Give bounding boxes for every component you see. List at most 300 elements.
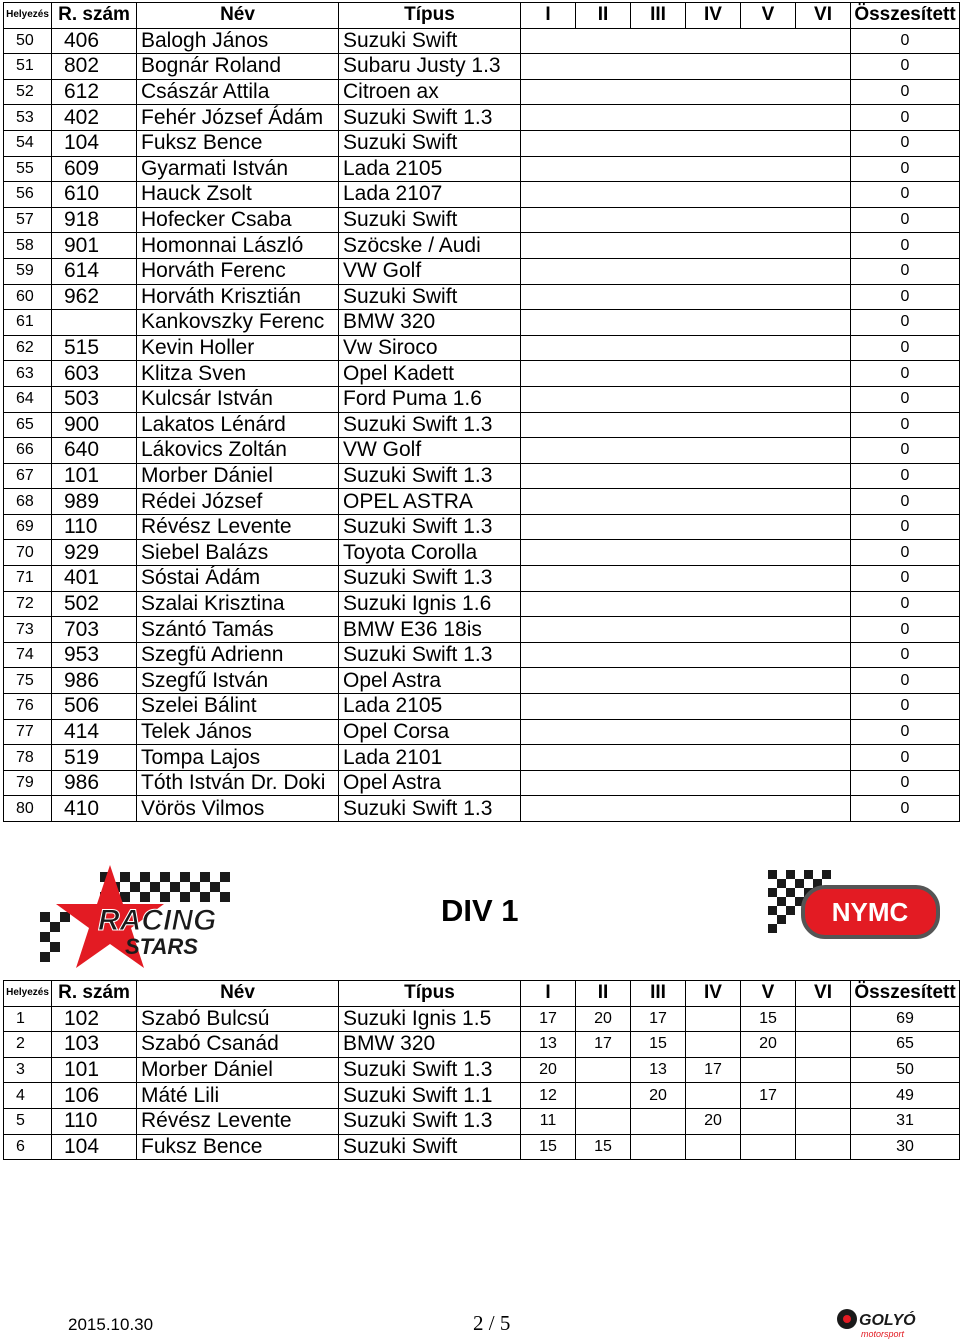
cell-position: 80 bbox=[4, 796, 52, 822]
cell-position: 76 bbox=[4, 694, 52, 720]
cell-car-type: BMW 320 bbox=[339, 1032, 521, 1058]
golyo-motorsport-logo bbox=[835, 1305, 923, 1339]
cell-race-number: 503 bbox=[52, 386, 137, 412]
cell-car-type: Toyota Corolla bbox=[339, 540, 521, 566]
cell-round-6-score bbox=[796, 1134, 851, 1160]
cell-race-number: 414 bbox=[52, 719, 137, 745]
cell-total: 0 bbox=[851, 770, 960, 796]
cell-round-4-score: 17 bbox=[686, 1057, 741, 1083]
cell-race-number: 402 bbox=[52, 105, 137, 131]
cell-position: 75 bbox=[4, 668, 52, 694]
cell-round-4-score bbox=[686, 1083, 741, 1109]
cell-round-1-score: 12 bbox=[521, 1083, 576, 1109]
col-header-round-3: III bbox=[631, 3, 686, 29]
cell-total: 0 bbox=[851, 207, 960, 233]
cell-round-scores bbox=[521, 207, 851, 233]
cell-position: 3 bbox=[4, 1057, 52, 1083]
cell-race-number bbox=[52, 310, 137, 336]
cell-car-type: Suzuki Swift bbox=[339, 207, 521, 233]
cell-car-type: Opel Astra bbox=[339, 770, 521, 796]
table-row bbox=[4, 463, 960, 489]
cell-total: 0 bbox=[851, 182, 960, 208]
cell-position: 73 bbox=[4, 617, 52, 643]
cell-driver-name: Szabó Bulcsú bbox=[137, 1006, 339, 1032]
cell-round-5-score bbox=[741, 1134, 796, 1160]
cell-driver-name: Lákovics Zoltán bbox=[137, 438, 339, 464]
cell-total: 50 bbox=[851, 1057, 960, 1083]
results-table-div1 bbox=[3, 980, 960, 1160]
cell-total: 30 bbox=[851, 1134, 960, 1160]
cell-driver-name: Fuksz Bence bbox=[137, 130, 339, 156]
cell-round-scores bbox=[521, 54, 851, 80]
cell-total: 49 bbox=[851, 1083, 960, 1109]
cell-position: 65 bbox=[4, 412, 52, 438]
cell-total: 0 bbox=[851, 489, 960, 515]
table-row bbox=[4, 130, 960, 156]
cell-round-scores bbox=[521, 694, 851, 720]
cell-race-number: 929 bbox=[52, 540, 137, 566]
table-row bbox=[4, 540, 960, 566]
cell-position: 79 bbox=[4, 770, 52, 796]
cell-position: 55 bbox=[4, 156, 52, 182]
cell-driver-name: Morber Dániel bbox=[137, 463, 339, 489]
table-row bbox=[4, 361, 960, 387]
cell-total: 0 bbox=[851, 54, 960, 80]
division-title: DIV 1 bbox=[441, 893, 519, 928]
logo-text-golyo: GOLYÓ bbox=[859, 1312, 916, 1329]
col-header-osszesitett: Összesített bbox=[851, 3, 960, 29]
cell-car-type: Lada 2101 bbox=[339, 745, 521, 771]
cell-car-type: Suzuki Swift bbox=[339, 28, 521, 54]
table-row bbox=[4, 310, 960, 336]
cell-driver-name: Szegfü Adrienn bbox=[137, 642, 339, 668]
cell-driver-name: Morber Dániel bbox=[137, 1057, 339, 1083]
cell-total: 0 bbox=[851, 540, 960, 566]
cell-round-scores bbox=[521, 770, 851, 796]
cell-round-1-score: 13 bbox=[521, 1032, 576, 1058]
table-row bbox=[4, 514, 960, 540]
cell-race-number: 989 bbox=[52, 489, 137, 515]
cell-round-6-score bbox=[796, 1006, 851, 1032]
cell-race-number: 110 bbox=[52, 1108, 137, 1134]
cell-round-scores bbox=[521, 310, 851, 336]
cell-race-number: 104 bbox=[52, 1134, 137, 1160]
cell-round-2-score: 15 bbox=[576, 1134, 631, 1160]
col-header-rszam: R. szám bbox=[52, 981, 137, 1007]
cell-position: 51 bbox=[4, 54, 52, 80]
cell-round-5-score bbox=[741, 1057, 796, 1083]
cell-total: 0 bbox=[851, 642, 960, 668]
table-row bbox=[4, 335, 960, 361]
cell-race-number: 802 bbox=[52, 54, 137, 80]
cell-total: 0 bbox=[851, 438, 960, 464]
table-row bbox=[4, 28, 960, 54]
table-row bbox=[4, 617, 960, 643]
cell-round-scores bbox=[521, 284, 851, 310]
cell-round-6-score bbox=[796, 1108, 851, 1134]
cell-total: 0 bbox=[851, 130, 960, 156]
cell-position: 61 bbox=[4, 310, 52, 336]
cell-total: 0 bbox=[851, 591, 960, 617]
cell-round-scores bbox=[521, 361, 851, 387]
cell-race-number: 506 bbox=[52, 694, 137, 720]
logo-text-nymc: NYMC bbox=[831, 897, 909, 927]
cell-position: 60 bbox=[4, 284, 52, 310]
cell-race-number: 640 bbox=[52, 438, 137, 464]
cell-driver-name: Szelei Bálint bbox=[137, 694, 339, 720]
cell-car-type: Suzuki Ignis 1.5 bbox=[339, 1006, 521, 1032]
cell-race-number: 102 bbox=[52, 1006, 137, 1032]
cell-position: 74 bbox=[4, 642, 52, 668]
cell-round-5-score: 15 bbox=[741, 1006, 796, 1032]
cell-position: 63 bbox=[4, 361, 52, 387]
nymc-logo bbox=[763, 865, 945, 955]
cell-total: 0 bbox=[851, 361, 960, 387]
cell-round-4-score bbox=[686, 1134, 741, 1160]
cell-total: 65 bbox=[851, 1032, 960, 1058]
cell-position: 54 bbox=[4, 130, 52, 156]
cell-car-type: Opel Kadett bbox=[339, 361, 521, 387]
col-header-round-4: IV bbox=[686, 981, 741, 1007]
cell-driver-name: Hofecker Csaba bbox=[137, 207, 339, 233]
table-row bbox=[4, 1108, 960, 1134]
cell-car-type: BMW E36 18is bbox=[339, 617, 521, 643]
cell-total: 0 bbox=[851, 28, 960, 54]
cell-race-number: 953 bbox=[52, 642, 137, 668]
cell-car-type: BMW 320 bbox=[339, 310, 521, 336]
table-row bbox=[4, 1057, 960, 1083]
cell-position: 58 bbox=[4, 233, 52, 259]
table-row bbox=[4, 1006, 960, 1032]
cell-position: 57 bbox=[4, 207, 52, 233]
col-header-round-6: VI bbox=[796, 3, 851, 29]
cell-total: 31 bbox=[851, 1108, 960, 1134]
cell-driver-name: Horváth Ferenc bbox=[137, 258, 339, 284]
cell-race-number: 410 bbox=[52, 796, 137, 822]
cell-driver-name: Vörös Vilmos bbox=[137, 796, 339, 822]
col-header-round-1: I bbox=[521, 3, 576, 29]
cell-total: 0 bbox=[851, 156, 960, 182]
cell-driver-name: Kankovszky Ferenc bbox=[137, 310, 339, 336]
cell-round-scores bbox=[521, 156, 851, 182]
cell-car-type: Suzuki Swift 1.3 bbox=[339, 796, 521, 822]
cell-round-scores bbox=[521, 540, 851, 566]
cell-round-3-score bbox=[631, 1134, 686, 1160]
cell-car-type: Lada 2105 bbox=[339, 156, 521, 182]
cell-position: 62 bbox=[4, 335, 52, 361]
table-row bbox=[4, 642, 960, 668]
cell-car-type: Suzuki Swift 1.3 bbox=[339, 514, 521, 540]
cell-race-number: 901 bbox=[52, 233, 137, 259]
cell-driver-name: Klitza Sven bbox=[137, 361, 339, 387]
cell-round-6-score bbox=[796, 1057, 851, 1083]
cell-round-3-score bbox=[631, 1108, 686, 1134]
cell-driver-name: Szántó Tamás bbox=[137, 617, 339, 643]
cell-race-number: 101 bbox=[52, 1057, 137, 1083]
cell-driver-name: Máté Lili bbox=[137, 1083, 339, 1109]
cell-car-type: Suzuki Swift 1.3 bbox=[339, 642, 521, 668]
cell-total: 0 bbox=[851, 310, 960, 336]
cell-driver-name: Fuksz Bence bbox=[137, 1134, 339, 1160]
table-row bbox=[4, 284, 960, 310]
cell-total: 0 bbox=[851, 514, 960, 540]
cell-position: 68 bbox=[4, 489, 52, 515]
cell-driver-name: Sóstai Ádám bbox=[137, 566, 339, 592]
col-header-helyezes: Helyezés bbox=[4, 981, 52, 1007]
cell-race-number: 401 bbox=[52, 566, 137, 592]
cell-round-scores bbox=[521, 591, 851, 617]
cell-position: 5 bbox=[4, 1108, 52, 1134]
cell-car-type: Suzuki Swift bbox=[339, 130, 521, 156]
cell-total: 0 bbox=[851, 694, 960, 720]
cell-race-number: 101 bbox=[52, 463, 137, 489]
cell-position: 67 bbox=[4, 463, 52, 489]
cell-race-number: 986 bbox=[52, 668, 137, 694]
cell-race-number: 519 bbox=[52, 745, 137, 771]
cell-position: 4 bbox=[4, 1083, 52, 1109]
page-number: 2 / 5 bbox=[473, 1311, 511, 1335]
cell-round-scores bbox=[521, 438, 851, 464]
table-row bbox=[4, 566, 960, 592]
cell-car-type: Suzuki Swift 1.1 bbox=[339, 1083, 521, 1109]
cell-car-type: Opel Corsa bbox=[339, 719, 521, 745]
cell-race-number: 502 bbox=[52, 591, 137, 617]
cell-round-scores bbox=[521, 463, 851, 489]
cell-car-type: Vw Siroco bbox=[339, 335, 521, 361]
cell-round-3-score: 20 bbox=[631, 1083, 686, 1109]
cell-total: 0 bbox=[851, 233, 960, 259]
table-row bbox=[4, 745, 960, 771]
cell-driver-name: Fehér József Ádám bbox=[137, 105, 339, 131]
cell-round-6-score bbox=[796, 1032, 851, 1058]
cell-round-scores bbox=[521, 796, 851, 822]
col-header-helyezes: Helyezés bbox=[4, 3, 52, 29]
cell-round-scores bbox=[521, 28, 851, 54]
col-header-round-4: IV bbox=[686, 3, 741, 29]
col-header-round-5: V bbox=[741, 3, 796, 29]
cell-race-number: 515 bbox=[52, 335, 137, 361]
cell-driver-name: Szegfű István bbox=[137, 668, 339, 694]
cell-round-scores bbox=[521, 745, 851, 771]
cell-position: 1 bbox=[4, 1006, 52, 1032]
cell-round-scores bbox=[521, 668, 851, 694]
cell-car-type: Subaru Justy 1.3 bbox=[339, 54, 521, 80]
table-row bbox=[4, 233, 960, 259]
table-row bbox=[4, 770, 960, 796]
cell-total: 0 bbox=[851, 105, 960, 131]
table-row bbox=[4, 105, 960, 131]
table-row bbox=[4, 668, 960, 694]
cell-car-type: Szöcske / Audi bbox=[339, 233, 521, 259]
footer-date: 2015.10.30 bbox=[68, 1315, 154, 1334]
table-row bbox=[4, 79, 960, 105]
cell-round-1-score: 17 bbox=[521, 1006, 576, 1032]
cell-round-5-score: 20 bbox=[741, 1032, 796, 1058]
cell-driver-name: Telek János bbox=[137, 719, 339, 745]
table-row bbox=[4, 1134, 960, 1160]
table-row bbox=[4, 156, 960, 182]
cell-car-type: Suzuki Swift 1.3 bbox=[339, 105, 521, 131]
cell-round-2-score bbox=[576, 1057, 631, 1083]
cell-total: 0 bbox=[851, 412, 960, 438]
col-header-nev: Név bbox=[137, 981, 339, 1007]
cell-round-scores bbox=[521, 412, 851, 438]
cell-position: 72 bbox=[4, 591, 52, 617]
table-header-row bbox=[4, 3, 960, 29]
table-row bbox=[4, 258, 960, 284]
cell-position: 6 bbox=[4, 1134, 52, 1160]
cell-total: 0 bbox=[851, 258, 960, 284]
table-row bbox=[4, 54, 960, 80]
cell-position: 77 bbox=[4, 719, 52, 745]
cell-position: 71 bbox=[4, 566, 52, 592]
cell-driver-name: Tóth István Dr. Doki bbox=[137, 770, 339, 796]
cell-position: 53 bbox=[4, 105, 52, 131]
cell-car-type: VW Golf bbox=[339, 258, 521, 284]
cell-round-scores bbox=[521, 130, 851, 156]
table-row bbox=[4, 1083, 960, 1109]
cell-car-type: Suzuki Swift 1.3 bbox=[339, 463, 521, 489]
table-row bbox=[4, 438, 960, 464]
cell-round-3-score: 15 bbox=[631, 1032, 686, 1058]
col-header-round-5: V bbox=[741, 981, 796, 1007]
cell-round-scores bbox=[521, 642, 851, 668]
logo-text-racing: RACING bbox=[98, 904, 217, 937]
cell-round-scores bbox=[521, 566, 851, 592]
cell-position: 56 bbox=[4, 182, 52, 208]
cell-round-scores bbox=[521, 258, 851, 284]
cell-total: 0 bbox=[851, 668, 960, 694]
cell-race-number: 612 bbox=[52, 79, 137, 105]
cell-driver-name: Szalai Krisztina bbox=[137, 591, 339, 617]
cell-race-number: 103 bbox=[52, 1032, 137, 1058]
cell-driver-name: Hauck Zsolt bbox=[137, 182, 339, 208]
cell-round-scores bbox=[521, 386, 851, 412]
cell-position: 69 bbox=[4, 514, 52, 540]
cell-car-type: Suzuki Swift 1.3 bbox=[339, 412, 521, 438]
cell-round-2-score bbox=[576, 1108, 631, 1134]
cell-round-4-score: 20 bbox=[686, 1108, 741, 1134]
cell-total: 0 bbox=[851, 719, 960, 745]
cell-car-type: Citroen ax bbox=[339, 79, 521, 105]
cell-round-scores bbox=[521, 233, 851, 259]
cell-car-type: Suzuki Swift bbox=[339, 1134, 521, 1160]
cell-car-type: Ford Puma 1.6 bbox=[339, 386, 521, 412]
cell-driver-name: Horváth Krisztián bbox=[137, 284, 339, 310]
cell-round-scores bbox=[521, 514, 851, 540]
cell-total: 0 bbox=[851, 745, 960, 771]
table-row bbox=[4, 412, 960, 438]
cell-round-scores bbox=[521, 335, 851, 361]
cell-driver-name: Gyarmati István bbox=[137, 156, 339, 182]
cell-round-3-score: 13 bbox=[631, 1057, 686, 1083]
table-row bbox=[4, 182, 960, 208]
cell-round-1-score: 15 bbox=[521, 1134, 576, 1160]
cell-round-2-score bbox=[576, 1083, 631, 1109]
table-row bbox=[4, 489, 960, 515]
table-row bbox=[4, 796, 960, 822]
cell-car-type: Suzuki Swift 1.3 bbox=[339, 566, 521, 592]
cell-race-number: 918 bbox=[52, 207, 137, 233]
cell-driver-name: Lakatos Lénárd bbox=[137, 412, 339, 438]
cell-driver-name: Siebel Balázs bbox=[137, 540, 339, 566]
cell-position: 50 bbox=[4, 28, 52, 54]
cell-round-4-score bbox=[686, 1032, 741, 1058]
cell-driver-name: Révész Levente bbox=[137, 514, 339, 540]
cell-total: 0 bbox=[851, 335, 960, 361]
table-row bbox=[4, 386, 960, 412]
logo-text-stars: STARS bbox=[125, 934, 198, 959]
cell-position: 2 bbox=[4, 1032, 52, 1058]
table-row bbox=[4, 1032, 960, 1058]
logo-text-motorsport: motorsport bbox=[861, 1329, 905, 1339]
table-row bbox=[4, 591, 960, 617]
cell-position: 66 bbox=[4, 438, 52, 464]
col-header-round-6: VI bbox=[796, 981, 851, 1007]
cell-position: 59 bbox=[4, 258, 52, 284]
cell-round-scores bbox=[521, 489, 851, 515]
cell-driver-name: Balogh János bbox=[137, 28, 339, 54]
cell-race-number: 614 bbox=[52, 258, 137, 284]
cell-car-type: OPEL ASTRA bbox=[339, 489, 521, 515]
cell-round-5-score: 17 bbox=[741, 1083, 796, 1109]
cell-race-number: 986 bbox=[52, 770, 137, 796]
cell-race-number: 610 bbox=[52, 182, 137, 208]
cell-round-4-score bbox=[686, 1006, 741, 1032]
cell-driver-name: Szabó Csanád bbox=[137, 1032, 339, 1058]
cell-round-5-score bbox=[741, 1108, 796, 1134]
cell-driver-name: Homonnai László bbox=[137, 233, 339, 259]
col-header-rszam: R. szám bbox=[52, 3, 137, 29]
cell-race-number: 900 bbox=[52, 412, 137, 438]
cell-race-number: 603 bbox=[52, 361, 137, 387]
cell-round-6-score bbox=[796, 1083, 851, 1109]
cell-round-scores bbox=[521, 617, 851, 643]
col-header-nev: Név bbox=[137, 3, 339, 29]
cell-driver-name: Révész Levente bbox=[137, 1108, 339, 1134]
col-header-round-3: III bbox=[631, 981, 686, 1007]
cell-total: 0 bbox=[851, 617, 960, 643]
cell-driver-name: Tompa Lajos bbox=[137, 745, 339, 771]
cell-round-scores bbox=[521, 79, 851, 105]
table-row bbox=[4, 719, 960, 745]
cell-round-1-score: 20 bbox=[521, 1057, 576, 1083]
cell-car-type: Suzuki Swift 1.3 bbox=[339, 1057, 521, 1083]
col-header-tipus: Típus bbox=[339, 981, 521, 1007]
cell-position: 52 bbox=[4, 79, 52, 105]
cell-total: 0 bbox=[851, 386, 960, 412]
cell-car-type: VW Golf bbox=[339, 438, 521, 464]
cell-car-type: Lada 2105 bbox=[339, 694, 521, 720]
cell-round-2-score: 17 bbox=[576, 1032, 631, 1058]
cell-race-number: 104 bbox=[52, 130, 137, 156]
cell-race-number: 609 bbox=[52, 156, 137, 182]
cell-total: 0 bbox=[851, 796, 960, 822]
racing-stars-logo bbox=[40, 862, 235, 977]
cell-total: 0 bbox=[851, 79, 960, 105]
cell-round-scores bbox=[521, 105, 851, 131]
table-row bbox=[4, 207, 960, 233]
cell-car-type: Opel Astra bbox=[339, 668, 521, 694]
cell-position: 78 bbox=[4, 745, 52, 771]
cell-round-2-score: 20 bbox=[576, 1006, 631, 1032]
cell-position: 70 bbox=[4, 540, 52, 566]
cell-driver-name: Bognár Roland bbox=[137, 54, 339, 80]
table-row bbox=[4, 694, 960, 720]
cell-driver-name: Kulcsár István bbox=[137, 386, 339, 412]
cell-round-1-score: 11 bbox=[521, 1108, 576, 1134]
cell-race-number: 703 bbox=[52, 617, 137, 643]
